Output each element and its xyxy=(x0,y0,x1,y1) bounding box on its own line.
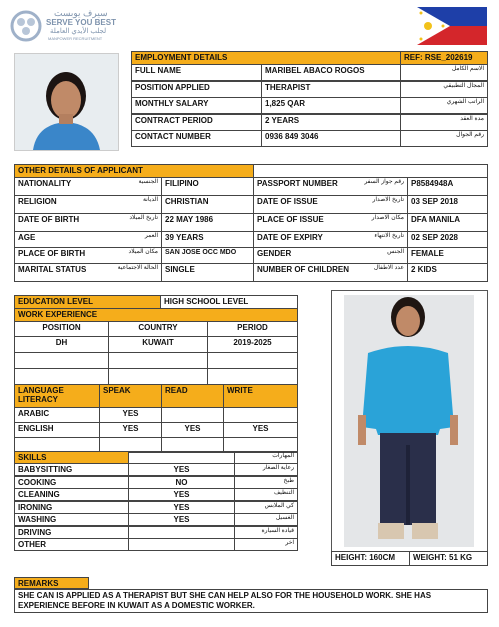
language-header: LANGUAGE LITERACY xyxy=(14,384,100,408)
skill-value: YES xyxy=(128,513,235,526)
logo-arabic-sub: لجلب الأيدي العاملة xyxy=(50,28,107,35)
arabic-label: رقم جواز السفر xyxy=(364,179,404,185)
employment-arabic-label: الاسم الكامل xyxy=(400,64,488,81)
employment-value: 1,825 QAR xyxy=(261,97,401,114)
work-experience-header: WORK EXPERIENCE xyxy=(14,308,298,322)
skill-name: CLEANING xyxy=(14,488,129,501)
logo-tagline: MANPOWER RECRUITMENT xyxy=(48,36,103,41)
arabic-label: تاريخ الانتهاء xyxy=(374,233,404,239)
employment-label: FULL NAME xyxy=(131,64,262,81)
work-cell: KUWAIT xyxy=(108,336,208,353)
employment-label: CONTACT NUMBER xyxy=(131,130,262,147)
skill-value: YES xyxy=(128,501,235,514)
logo-arabic: سيرف يوبست xyxy=(54,8,108,18)
company-logo xyxy=(10,8,120,44)
employment-label: CONTRACT PERIOD xyxy=(131,114,262,131)
language-header: SPEAK xyxy=(99,384,162,408)
other-right-value: 02 SEP 2028 xyxy=(407,231,488,248)
work-cell xyxy=(14,352,109,369)
arabic-label: تاريخ الميلاد xyxy=(129,215,158,221)
other-left-value: SINGLE xyxy=(161,263,254,282)
remarks-header: REMARKS xyxy=(14,577,89,589)
height-value: HEIGHT: 160CM xyxy=(331,551,410,566)
other-right-label xyxy=(253,231,408,248)
label-text: NATIONALITY xyxy=(18,179,72,188)
other-left-value: CHRISTIAN xyxy=(161,195,254,214)
skill-arabic-label: قيادة السيارة xyxy=(234,526,298,539)
other-left-label xyxy=(14,195,162,214)
label-text: AGE xyxy=(18,233,36,242)
skill-arabic-label: اخر xyxy=(234,538,298,551)
label-text: GENDER xyxy=(257,249,292,258)
label-text: DATE OF BIRTH xyxy=(18,215,80,224)
skill-name: BABYSITTING xyxy=(14,463,129,476)
logo-english: SERVE YOU BEST xyxy=(46,18,116,27)
label-text: DATE OF ISSUE xyxy=(257,197,318,206)
other-right-value: P8584948A xyxy=(407,177,488,196)
other-left-label xyxy=(14,177,162,196)
other-right-label xyxy=(253,195,408,214)
applicant-headshot xyxy=(14,53,119,151)
label-text: NUMBER OF CHILDREN xyxy=(257,265,349,274)
other-left-value: 39 YEARS xyxy=(161,231,254,248)
skill-name: WASHING xyxy=(14,513,129,526)
employment-details-header: EMPLOYMENT DETAILS xyxy=(131,51,401,65)
arabic-label: الحالة الاجتماعية xyxy=(117,265,158,271)
employment-label: MONTHLY SALARY xyxy=(131,97,262,114)
work-cell xyxy=(207,352,298,369)
skill-name: IRONING xyxy=(14,501,129,514)
other-right-label xyxy=(253,247,408,264)
full-body-photo-frame xyxy=(331,290,488,552)
arabic-label: الديانة xyxy=(142,197,158,203)
work-cell: 2019-2025 xyxy=(207,336,298,353)
work-cell xyxy=(14,368,109,385)
language-cell xyxy=(223,407,298,423)
skill-value: YES xyxy=(128,463,235,476)
work-header: COUNTRY xyxy=(108,321,208,337)
skill-arabic-label: التنظيف xyxy=(234,488,298,501)
skills-header: SKILLS xyxy=(14,451,129,464)
employment-arabic-label: رقم الجوال xyxy=(400,130,488,147)
arabic-label: مكان الميلاد xyxy=(128,249,158,255)
employment-value: MARIBEL ABACO ROGOS xyxy=(261,64,401,81)
skill-arabic-label: رعاية الصغار xyxy=(234,463,298,476)
skill-value xyxy=(128,526,235,539)
skill-arabic-label: الغسيل xyxy=(234,513,298,526)
other-right-label xyxy=(253,213,408,232)
other-right-value: 2 KIDS xyxy=(407,263,488,282)
other-right-label xyxy=(253,263,408,282)
skills-header-arabic: المهارات xyxy=(234,451,298,464)
work-cell xyxy=(108,352,208,369)
arabic-label: الجنسية xyxy=(138,179,158,185)
language-cell xyxy=(161,407,224,423)
work-header: PERIOD xyxy=(207,321,298,337)
employment-arabic-label: مدة العقد xyxy=(400,114,488,131)
skill-name: OTHER xyxy=(14,538,129,551)
skill-value xyxy=(128,538,235,551)
work-cell xyxy=(207,368,298,385)
arabic-label: تاريخ الاصدار xyxy=(372,197,404,203)
full-body-photo xyxy=(344,295,474,547)
language-cell: ENGLISH xyxy=(14,422,100,438)
other-right-value: DFA MANILA xyxy=(407,213,488,232)
language-cell: YES xyxy=(161,422,224,438)
employment-arabic-label: المجال التطبيقي xyxy=(400,81,488,98)
skill-value: YES xyxy=(128,488,235,501)
language-header: WRITE xyxy=(223,384,298,408)
language-cell: YES xyxy=(99,422,162,438)
other-details-header-fill xyxy=(253,164,488,178)
label-text: PLACE OF ISSUE xyxy=(257,215,324,224)
language-cell: ARABIC xyxy=(14,407,100,423)
other-right-value: FEMALE xyxy=(407,247,488,264)
other-left-value: FILIPINO xyxy=(161,177,254,196)
weight-value: WEIGHT: 51 KG xyxy=(409,551,488,566)
skill-arabic-label: كي الملابس xyxy=(234,501,298,514)
arabic-label: مكان الاصدار xyxy=(371,215,404,221)
arabic-label: عدد الاطفال xyxy=(373,265,404,271)
skill-arabic-label: طبخ xyxy=(234,476,298,489)
education-label: EDUCATION LEVEL xyxy=(14,295,161,309)
language-header: READ xyxy=(161,384,224,408)
label-text: PASSPORT NUMBER xyxy=(257,179,338,188)
other-left-label xyxy=(14,213,162,232)
logo-mark-icon xyxy=(10,10,42,42)
arabic-label: الجنس xyxy=(387,249,404,255)
arabic-label: العمر xyxy=(144,233,158,239)
employment-arabic-label: الراتب الشهري xyxy=(400,97,488,114)
remarks-text: SHE CAN IS APPLIED AS A THERAPIST BUT SHE CAN HELP ALSO FOR THE HOUSEHOLD WORK. SHE HAS EXPERIENCE BEFORE IN KUWAIT AS A DOMESTIC WORKER. xyxy=(14,589,488,613)
other-left-label xyxy=(14,247,162,264)
language-cell: YES xyxy=(99,407,162,423)
label-text: PLACE OF BIRTH xyxy=(18,249,86,258)
work-cell xyxy=(108,368,208,385)
label-text: MARITAL STATUS xyxy=(18,265,87,274)
language-cell: YES xyxy=(223,422,298,438)
other-right-value: 03 SEP 2018 xyxy=(407,195,488,214)
reference-number: REF: RSE_202619 xyxy=(400,51,488,65)
skill-name: DRIVING xyxy=(14,526,129,539)
philippines-flag-icon xyxy=(417,7,487,45)
other-details-header: OTHER DETAILS OF APPLICANT xyxy=(14,164,254,178)
label-text: DATE OF EXPIRY xyxy=(257,233,323,242)
employment-label: POSITION APPLIED xyxy=(131,81,262,98)
other-left-value: 22 MAY 1986 xyxy=(161,213,254,232)
other-left-label xyxy=(14,231,162,248)
other-left-label xyxy=(14,263,162,282)
skill-name: COOKING xyxy=(14,476,129,489)
skill-value: NO xyxy=(128,476,235,489)
work-header: POSITION xyxy=(14,321,109,337)
work-cell: DH xyxy=(14,336,109,353)
employment-value: 0936 849 3046 xyxy=(261,130,401,147)
employment-value: THERAPIST xyxy=(261,81,401,98)
other-right-label xyxy=(253,177,408,196)
label-text: RELIGION xyxy=(18,197,57,206)
education-value: HIGH SCHOOL LEVEL xyxy=(160,295,298,309)
other-left-value: SAN JOSE OCC MDO xyxy=(161,247,254,264)
employment-value: 2 YEARS xyxy=(261,114,401,131)
